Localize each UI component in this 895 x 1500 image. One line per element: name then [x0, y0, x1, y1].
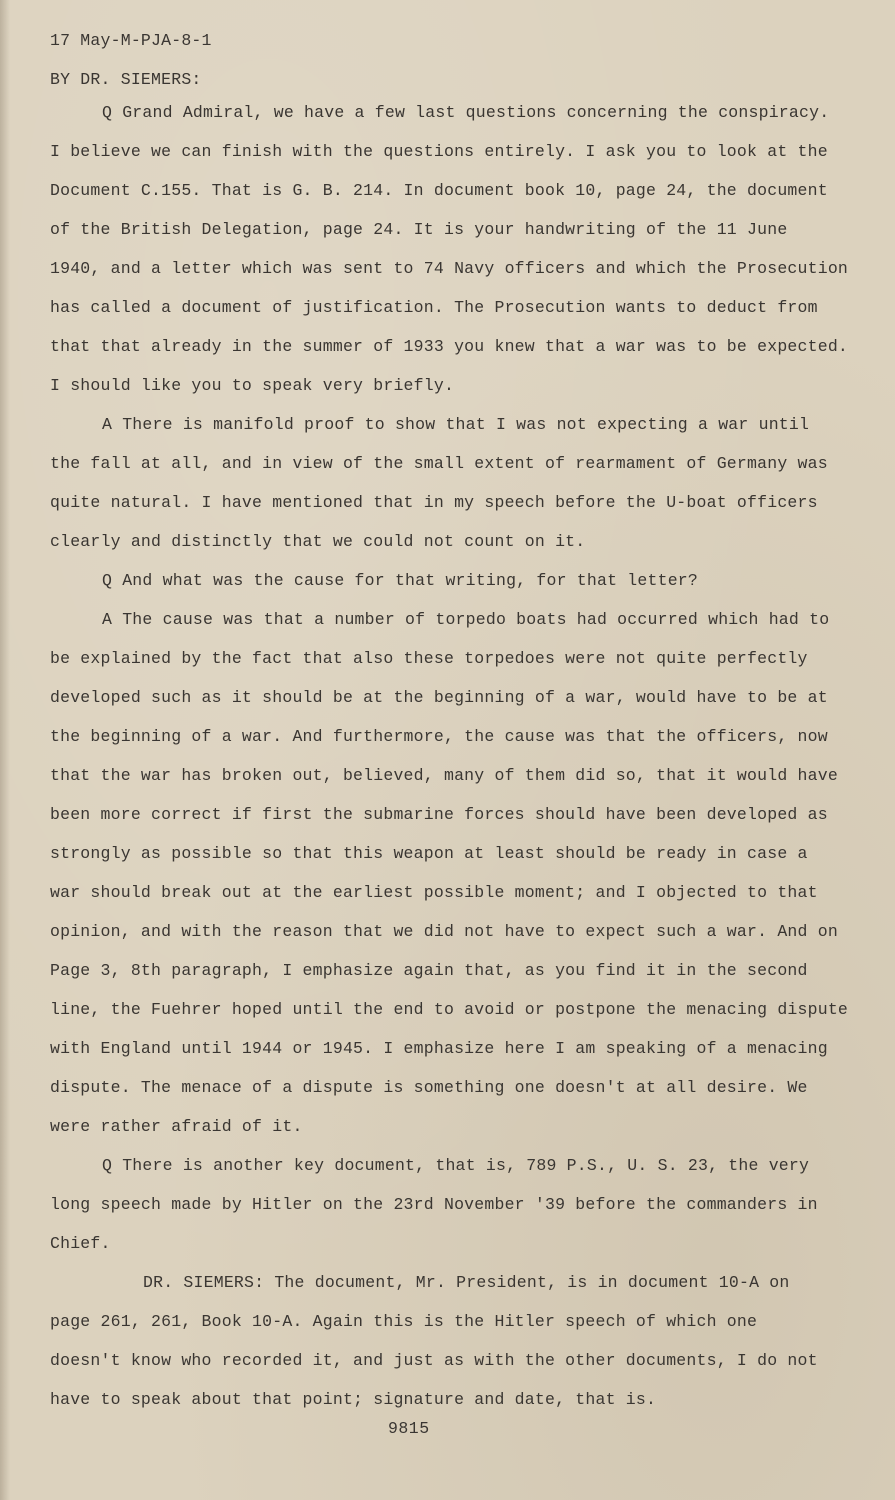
text-line: have to speak about that point; signature and date, that is.: [50, 1390, 657, 1409]
text-line: war should break out at the earliest possible moment; and I objected to that: [50, 883, 818, 902]
text-line: I should like you to speak very briefly.: [50, 376, 455, 395]
text-line: doesn't know who recorded it, and just as with the other documents, I do not: [50, 1351, 818, 1370]
text-line: that the war has broken out, believed, many of them did so, that it would have: [50, 766, 838, 785]
text-line: quite natural. I have mentioned that in my speech before the U-boat officers: [50, 493, 818, 512]
text-line: I believe we can finish with the questions entirely. I ask you to look at the: [50, 142, 828, 161]
text-line: developed such as it should be at the beginning of a war, would have to be at: [50, 688, 828, 707]
text-line: of the British Delegation, page 24. It is your handwriting of the 11 June: [50, 220, 788, 239]
text-line: been more correct if first the submarine forces should have been developed as: [50, 805, 828, 824]
text-line: Q There is another key document, that is, 789 P.S., U. S. 23, the very: [102, 1156, 810, 1175]
text-line: A There is manifold proof to show that I was not expecting a war until: [102, 415, 810, 434]
text-line: the fall at all, and in view of the small extent of rearmament of Germany was: [50, 454, 828, 473]
text-line: Q Grand Admiral, we have a few last questions concerning the conspiracy.: [102, 103, 830, 122]
text-line: opinion, and with the reason that we did not have to expect such a war. And on: [50, 922, 838, 941]
text-line: A The cause was that a number of torpedo boats had occurred which had to: [102, 610, 830, 629]
text-line: line, the Fuehrer hoped until the end to avoid or postpone the menacing dispute: [50, 1000, 849, 1019]
text-line: be explained by the fact that also these torpedoes were not quite perfectly: [50, 649, 808, 668]
text-line: strongly as possible so that this weapon at least should be ready in case a: [50, 844, 808, 863]
text-line: Page 3, 8th paragraph, I emphasize again that, as you find it in the second: [50, 961, 808, 980]
speaker-line: BY DR. SIEMERS:: [50, 70, 202, 89]
header-code: 17 May-M-PJA-8-1: [50, 31, 212, 50]
text-line: were rather afraid of it.: [50, 1117, 303, 1136]
page-number: 9815: [388, 1419, 430, 1438]
text-line: has called a document of justification. The Prosecution wants to deduct from: [50, 298, 818, 317]
text-line: Q And what was the cause for that writing, for that letter?: [102, 571, 698, 590]
text-line: with England until 1944 or 1945. I emphasize here I am speaking of a menacing: [50, 1039, 828, 1058]
text-line: Document C.155. That is G. B. 214. In document book 10, page 24, the document: [50, 181, 828, 200]
text-line: that that already in the summer of 1933 you knew that a war was to be expected.: [50, 337, 849, 356]
text-line: Chief.: [50, 1234, 111, 1253]
text-line: dispute. The menace of a dispute is something one doesn't at all desire. We: [50, 1078, 808, 1097]
text-line: DR. SIEMERS: The document, Mr. President, is in document 10-A on: [143, 1273, 790, 1292]
text-line: 1940, and a letter which was sent to 74 Navy officers and which the Prosecution: [50, 259, 849, 278]
text-line: page 261, 261, Book 10-A. Again this is the Hitler speech of which one: [50, 1312, 758, 1331]
text-line: clearly and distinctly that we could not count on it.: [50, 532, 586, 551]
text-line: long speech made by Hitler on the 23rd November '39 before the commanders in: [50, 1195, 818, 1214]
paper-edge-shadow: [0, 0, 10, 1500]
text-line: the beginning of a war. And furthermore, the cause was that the officers, now: [50, 727, 828, 746]
